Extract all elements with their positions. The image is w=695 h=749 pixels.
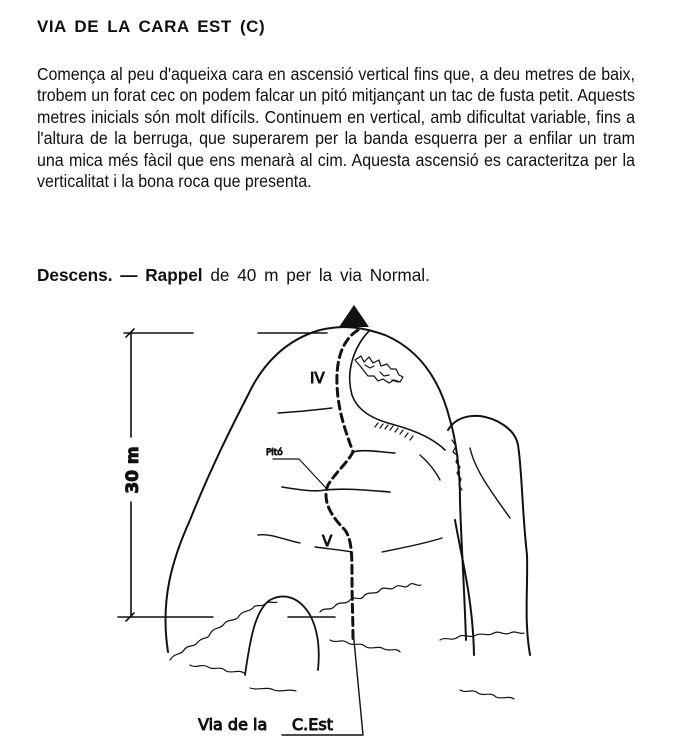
vegetation-right — [440, 632, 524, 699]
boulder-outline — [245, 596, 319, 675]
crack-right — [420, 455, 440, 480]
summit-triangle-icon — [339, 305, 369, 327]
route-label-name: C.Est — [292, 715, 333, 734]
route-label-prefix: Via de la — [198, 715, 268, 734]
route-line — [326, 330, 358, 640]
route-description: Comença al peu d'aqueixa cara en ascensió vertical fins que, a deu metres de baix, trobem un forat cec on podem falcar un pitó mitjançant un tac de fusta petit. Aquests metres inicials són molt difícils. Continuem en vertical, amb dificultat variable, fins a l'altura de la berruga, que superarem per la banda esquerra per a enfilar un tram una mica més fàcil que ens menarà al cim. Aquesta ascensió es caracteritza per la verticalitat i la bona roca que presenta. — [37, 64, 635, 192]
pillar-crack — [470, 448, 510, 518]
descent-label: Descens. — [37, 265, 113, 285]
grade-upper-label: IV — [310, 369, 325, 387]
vegetation-center — [250, 584, 421, 691]
descent-dash: — — [120, 265, 138, 285]
crack-mid-center — [315, 547, 352, 552]
height-scale — [118, 329, 335, 621]
berruga-texture — [355, 356, 403, 383]
crack-mid-right — [382, 538, 442, 552]
grade-lower-label: V — [322, 532, 333, 550]
pillar-outline — [448, 416, 530, 655]
descent-details: de 40 m per la via Normal. — [210, 265, 430, 285]
piton-leader — [273, 459, 326, 488]
descent-method: Rappel — [145, 265, 203, 285]
route-title: VIA DE LA CARA EST (C) — [37, 17, 266, 36]
crack-mid-left — [258, 535, 300, 543]
crack-piton-upper — [353, 451, 395, 453]
crack-top — [278, 408, 332, 413]
height-label: 30 m — [123, 446, 143, 494]
vegetation-left — [170, 602, 277, 673]
piton-label: Pitó — [266, 448, 283, 458]
berruga-ridge — [350, 330, 445, 450]
crack-piton-lower — [282, 487, 390, 492]
